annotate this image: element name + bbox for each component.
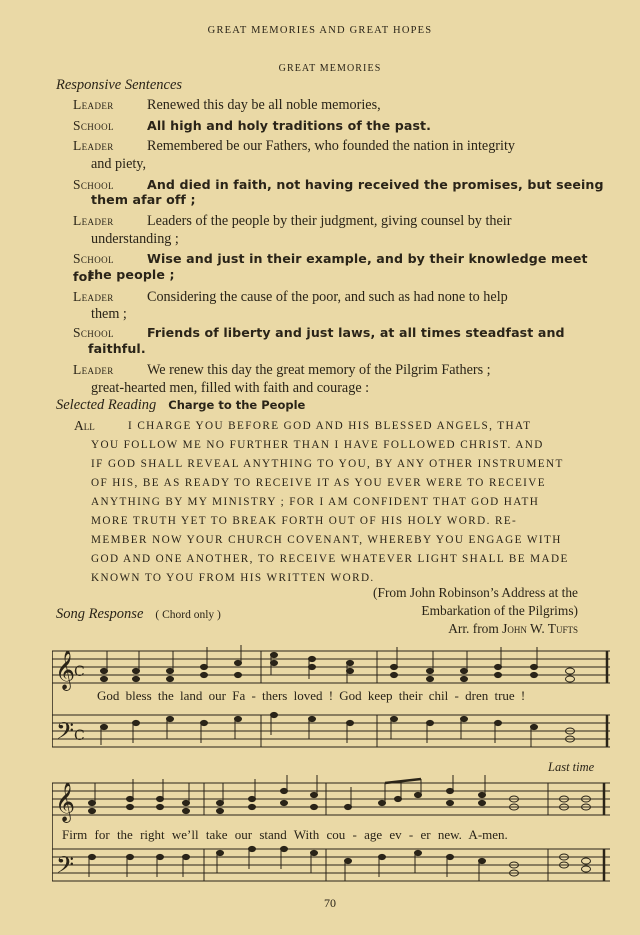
- reading-source-cont: Embarkation of the Pilgrims): [421, 603, 578, 618]
- responsive-line-cont: understanding ;: [91, 231, 179, 247]
- running-head: GREAT MEMORIES AND GREAT HOPES: [207, 25, 433, 36]
- responsive-line-cont: them afar off ;: [91, 192, 196, 207]
- lyrics-line-2: Firm for the right we’ll take our stand With cou - age ev - er new. A-men.: [62, 827, 508, 842]
- responsive-sentences-label: Responsive Sentences: [56, 77, 183, 93]
- responsive-line: Leader Considering the cause of the poor, and such as had none to help: [73, 289, 508, 305]
- responsive-line-cont: and piety,: [91, 156, 147, 172]
- responsive-line: School And died in faith, not having received the promises, but seeing: [73, 177, 604, 192]
- speaker-leader: Leader: [73, 362, 114, 377]
- responsive-line: School Wise and just in their example, and by their knowledge meet for: [73, 251, 588, 284]
- responsive-line-cont: faithful.: [88, 341, 146, 356]
- reading-line: OF HIS, BE AS READY TO RECEIVE IT AS YOU EVER WERE TO RECEIVE: [91, 477, 547, 489]
- page-number: 70: [324, 896, 336, 910]
- responsive-line-cont: them ;: [91, 306, 127, 322]
- selected-reading-label: Selected Reading Charge to the People: [56, 397, 306, 413]
- responsive-line-cont: the people ;: [88, 267, 175, 282]
- reading-line: MEMBER NOW YOUR CHURCH COVENANT, WHEREBY YOU ENGAGE WITH: [91, 534, 562, 546]
- speaker-leader: Leader: [73, 97, 114, 112]
- reading-source: (From John Robinson’s Address at the: [373, 585, 578, 600]
- speaker-school: School: [73, 177, 114, 192]
- speaker-leader: Leader: [73, 213, 114, 228]
- speaker-school: School: [73, 251, 114, 266]
- arranger-credit: Arr. from John W. Tufts: [448, 621, 578, 636]
- responsive-line: Leader Remembered be our Fathers, who founded the nation in integrity: [73, 138, 515, 154]
- bass-clef-icon: 𝄢: [56, 851, 75, 884]
- svg-text:C: C: [74, 728, 85, 744]
- responsive-line: Leader We renew this day the great memory of the Pilgrim Fathers ;: [73, 362, 491, 378]
- chord-only-note: ( Chord only ): [155, 609, 221, 621]
- reading-line: KNOWN TO YOU FROM HIS WRITTEN WORD.: [91, 572, 375, 584]
- bass-clef-icon: 𝄢: [56, 717, 75, 750]
- treble-clef-icon: 𝄞: [55, 650, 76, 690]
- treble-clef-icon: 𝄞: [55, 782, 76, 822]
- responsive-line: Leader Leaders of the people by their judgment, giving counsel by their: [73, 213, 512, 229]
- lyrics-line-1: God bless the land our Fa - thers loved ! God keep their chil - dren true !: [97, 688, 526, 703]
- responsive-line: Leader Renewed this day be all noble memories,: [73, 97, 381, 113]
- reading-line: YOU FOLLOW ME NO FURTHER THAN I HAVE FOLLOWED CHRIST. AND: [91, 439, 544, 451]
- responsive-line: School All high and holy traditions of the past.: [73, 118, 432, 133]
- speaker-leader: Leader: [73, 138, 114, 153]
- section-title: GREAT MEMORIES: [278, 63, 382, 74]
- speaker-leader: Leader: [73, 289, 114, 304]
- song-response-label: Song Response ( Chord only ): [56, 606, 221, 622]
- reading-line: MORE TRUTH YET TO BREAK FORTH OUT OF HIS HOLY WORD. RE-: [91, 515, 518, 527]
- reading-line: I CHARGE YOU BEFORE GOD AND HIS BLESSED ANGELS, THAT: [128, 420, 532, 432]
- speaker-school: School: [73, 118, 114, 133]
- speaker-school: School: [73, 325, 114, 340]
- responsive-line: School Friends of liberty and just laws, at all times steadfast and: [73, 325, 565, 340]
- reading-line: IF GOD SHALL REVEAL ANYTHING TO YOU, BY ANY OTHER INSTRUMENT: [91, 458, 564, 470]
- svg-text:C: C: [74, 664, 85, 680]
- reading-subtitle: Charge to the People: [168, 398, 306, 412]
- speaker-all: All: [74, 418, 95, 433]
- reading-line: ANYTHING BY MY MINISTRY ; FOR I AM CONFIDENT THAT GOD HATH: [91, 496, 540, 508]
- last-time-marking: Last time: [548, 760, 595, 774]
- responsive-line-cont: great-hearted men, filled with faith and courage :: [91, 380, 370, 396]
- reading-line: GOD AND ONE ANOTHER, TO RECEIVE WHATEVER LIGHT SHALL BE MADE: [91, 553, 569, 565]
